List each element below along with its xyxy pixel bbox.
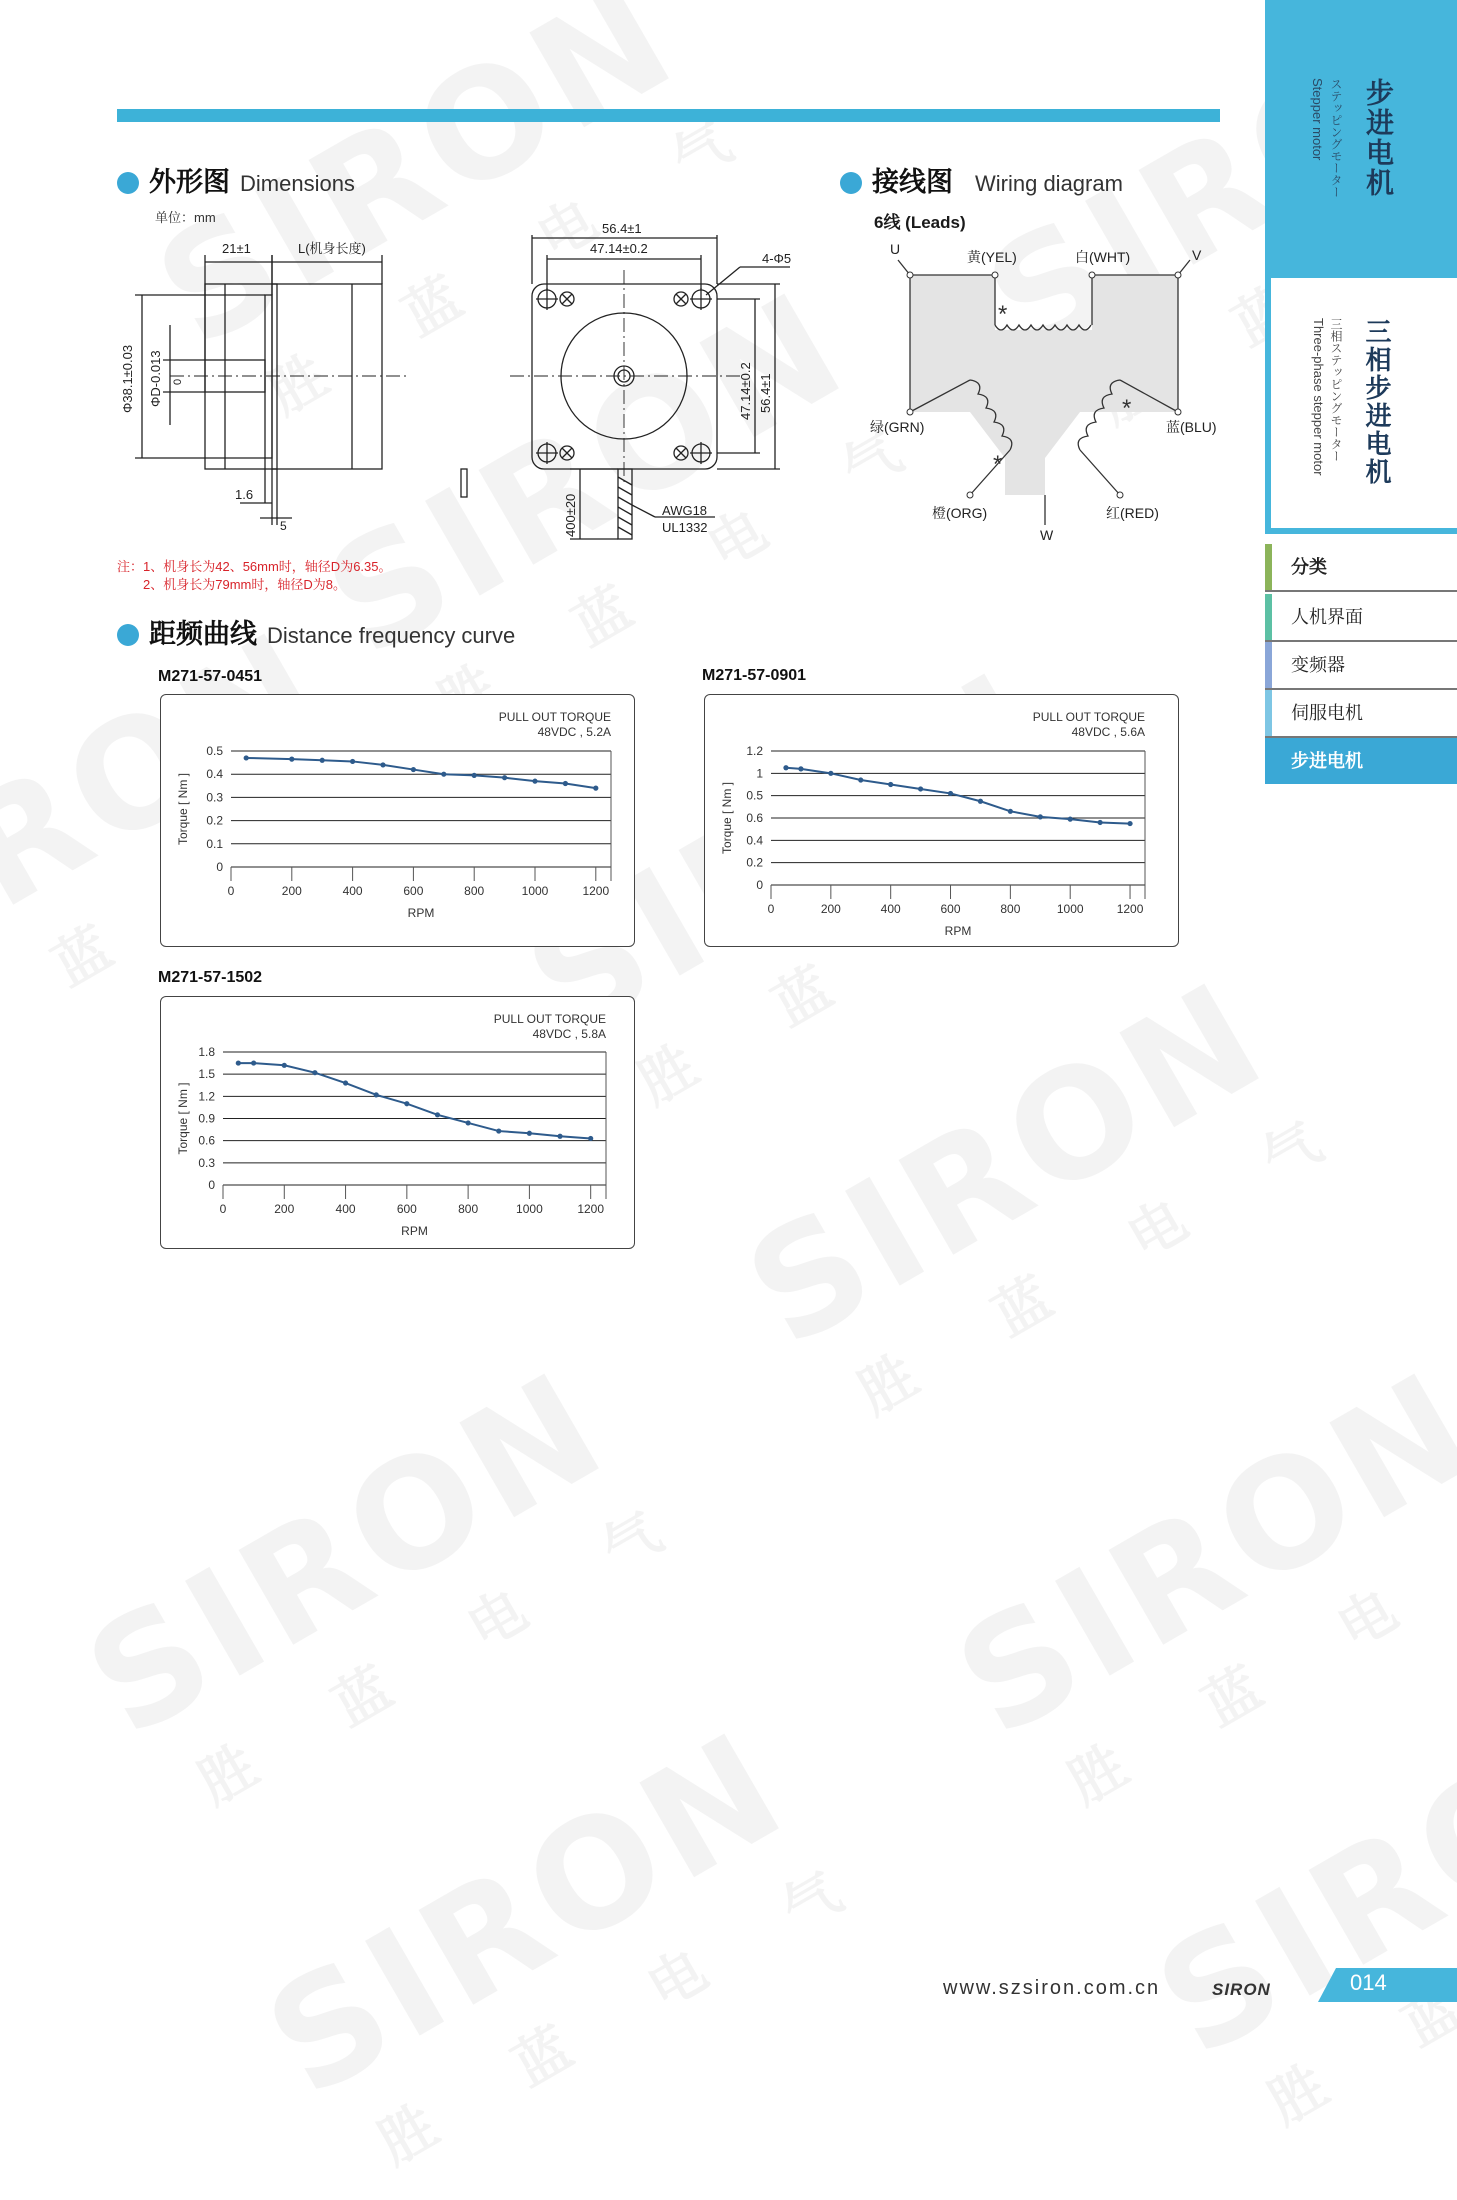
data-point <box>828 771 833 776</box>
curves-title-en: Distance frequency curve <box>267 623 516 648</box>
dim-shaft-length: 21±1 <box>222 241 251 256</box>
data-point <box>320 758 325 763</box>
svg-text:*: * <box>998 301 1008 328</box>
data-point <box>888 782 893 787</box>
dim-hole-pitch: 47.14±0.2 <box>590 241 648 256</box>
x-tick-label: 800 <box>458 1202 479 1216</box>
nav-item-hmi[interactable] <box>1265 594 1457 642</box>
wire-gauge: AWG18 <box>662 503 708 518</box>
y-axis-label: Torque [ Nm ] <box>176 772 190 846</box>
x-axis-label: RPM <box>407 906 435 920</box>
y-tick-label: 0.2 <box>206 813 223 828</box>
data-point <box>350 759 355 764</box>
top-accent-bar <box>117 109 1220 122</box>
x-tick-label: 400 <box>342 884 363 898</box>
dim-body-length: L(机身长度) <box>298 241 366 256</box>
x-axis-label: RPM <box>944 924 972 938</box>
nav-item-servo[interactable] <box>1265 690 1457 738</box>
dimensions-title-cn: 外形图 <box>149 167 230 198</box>
nav-item-label: 步进电机 <box>1291 751 1363 772</box>
torque-chart-0901 <box>705 695 1178 946</box>
y-axis-label: Torque [ Nm ] <box>720 781 734 855</box>
watermark <box>240 1679 889 2200</box>
x-tick-label: 600 <box>396 1202 417 1216</box>
chart-title: PULL OUT TORQUE <box>498 710 611 724</box>
x-tick-label: 1200 <box>1116 902 1144 916</box>
data-point <box>244 755 249 760</box>
y-tick-label: 1.8 <box>198 1045 215 1059</box>
footer-logo: SIRON <box>1212 1980 1271 1999</box>
data-point <box>374 1092 379 1097</box>
wire-type: UL1332 <box>662 520 708 535</box>
dim-holes: 4-Φ5 <box>762 251 792 266</box>
wire-orange: 橙(ORG) <box>932 505 988 521</box>
x-tick-label: 1200 <box>577 1202 605 1216</box>
torque-chart-1502 <box>161 997 634 1248</box>
nav-item-bar <box>1265 690 1272 736</box>
dim-outer-height: 56.4±1 <box>758 373 773 413</box>
footer-website[interactable]: www.szsiron.com.cn <box>943 1977 1161 1999</box>
data-point <box>978 799 983 804</box>
chart-model-2: M271-57-0901 <box>702 667 807 684</box>
watermark <box>1130 1639 1457 2160</box>
bullet-icon <box>840 172 862 194</box>
dim-boss: 5 <box>280 519 287 533</box>
sidebar-main-en: Stepper motor <box>1310 78 1325 161</box>
nav-item-inverter[interactable] <box>1265 642 1457 690</box>
unit-label: 单位：mm <box>155 210 216 225</box>
dim-shaft-tolerance: 0 <box>172 378 184 385</box>
y-tick-label: 1 <box>756 766 763 781</box>
data-point <box>948 791 953 796</box>
sidebar-main-panel <box>1265 0 1457 272</box>
x-tick-label: 0 <box>767 902 775 916</box>
x-tick-label: 400 <box>880 902 901 916</box>
dim-hole-pitch-vertical: 47.14±0.2 <box>738 362 753 420</box>
svg-text:*: * <box>1122 395 1132 422</box>
data-point <box>783 765 788 770</box>
wire-green: 绿(GRN) <box>870 419 925 435</box>
x-tick-label: 600 <box>940 902 961 916</box>
torque-curve <box>246 758 596 788</box>
data-point <box>593 786 598 791</box>
data-point <box>1008 809 1013 814</box>
wire-yellow: 黄(YEL) <box>967 249 1017 265</box>
sidebar-sub-panel <box>1265 272 1457 534</box>
y-tick-label: 0.3 <box>198 1155 215 1170</box>
svg-text:*: * <box>993 451 1003 478</box>
y-tick-label: 0.2 <box>746 855 763 870</box>
torque-chart-0451 <box>161 695 634 946</box>
chart-subtitle: 48VDC , 5.6A <box>1071 725 1145 739</box>
data-point <box>1038 814 1043 819</box>
wiring-title-cn: 接线图 <box>872 167 953 198</box>
sidebar-main-title: 步进电机 <box>1362 78 1395 198</box>
terminal-w: W <box>1040 527 1054 540</box>
curves-title-cn: 距频曲线 <box>149 619 257 650</box>
y-tick-label: 1.5 <box>198 1067 215 1082</box>
y-tick-label: 0.5 <box>206 744 223 758</box>
data-point <box>563 781 568 786</box>
chart-subtitle: 48VDC , 5.8A <box>532 1027 606 1041</box>
nav-item-bar <box>1265 544 1272 590</box>
wire-red: 红(RED) <box>1106 505 1159 521</box>
y-tick-label: 0.3 <box>206 790 223 805</box>
y-tick-label: 0.1 <box>206 836 223 851</box>
wiring-title-en: Wiring diagram <box>975 171 1123 196</box>
y-tick-label: 0.4 <box>206 767 223 782</box>
x-tick-label: 200 <box>820 902 841 916</box>
dimensions-title-en: Dimensions <box>240 171 355 196</box>
x-tick-label: 600 <box>403 884 424 898</box>
dim-outer-width: 56.4±1 <box>602 221 642 236</box>
chart-panel-3 <box>160 996 635 1249</box>
data-point <box>527 1131 532 1136</box>
dim-flange-thickness: 1.6 <box>235 487 254 502</box>
chart-panel-1 <box>160 694 635 947</box>
data-point <box>236 1060 241 1065</box>
watermark <box>60 1319 709 1840</box>
data-point <box>441 772 446 777</box>
x-tick-label: 1000 <box>1056 902 1084 916</box>
sidebar-sub-en: Three-phase stepper motor <box>1311 318 1326 476</box>
data-point <box>1098 820 1103 825</box>
curves-heading <box>117 612 515 651</box>
chart-title: PULL OUT TORQUE <box>493 1012 606 1026</box>
data-point <box>496 1128 501 1133</box>
y-tick-label: 0 <box>216 860 223 874</box>
data-point <box>557 1134 562 1139</box>
nav-item-stepper[interactable] <box>1265 738 1457 784</box>
y-tick-label: 0.6 <box>198 1133 215 1148</box>
nav-item-category[interactable] <box>1265 544 1457 592</box>
data-point <box>918 786 923 791</box>
y-tick-label: 0.6 <box>746 811 763 825</box>
x-tick-label: 1000 <box>521 884 549 898</box>
data-point <box>411 767 416 772</box>
data-point <box>343 1080 348 1085</box>
y-tick-label: 0 <box>756 878 763 892</box>
chart-model-1: M271-57-0451 <box>158 668 263 685</box>
x-tick-label: 0 <box>227 884 235 898</box>
y-tick-label: 0.5 <box>746 788 763 803</box>
watermark <box>720 929 1369 1450</box>
nav-item-bar <box>1265 642 1272 688</box>
wiring-leads: 6线 (Leads) <box>874 213 966 232</box>
y-tick-label: 1.2 <box>198 1089 215 1104</box>
dim-flange-diameter: Φ38.1±0.03 <box>120 344 135 413</box>
data-point <box>532 779 537 784</box>
bullet-icon <box>117 172 139 194</box>
data-point <box>289 757 294 762</box>
note-2: 2、机身长为79mm时，轴径D为8。 <box>143 577 346 592</box>
chart-model-3: M271-57-1502 <box>158 969 263 986</box>
data-point <box>858 777 863 782</box>
dim-shaft-diameter: ΦD-0.013 <box>148 350 163 407</box>
data-point <box>1127 821 1132 826</box>
y-tick-label: 0 <box>208 1178 215 1192</box>
x-tick-label: 200 <box>281 884 302 898</box>
data-point <box>798 766 803 771</box>
data-point <box>588 1136 593 1141</box>
page-number-tab <box>1318 1968 1457 2002</box>
wire-blue: 蓝(BLU) <box>1166 419 1217 435</box>
wiring-heading <box>840 160 1123 199</box>
sidebar-main-jp: ステッピングモーター <box>1329 78 1343 198</box>
data-point <box>466 1120 471 1125</box>
x-tick-label: 800 <box>464 884 485 898</box>
x-tick-label: 1000 <box>516 1202 543 1216</box>
nav-item-label: 伺服电机 <box>1291 703 1363 724</box>
bullet-icon <box>117 624 139 646</box>
chart-panel-2 <box>704 694 1179 947</box>
y-tick-label: 0.9 <box>198 1111 215 1126</box>
data-point <box>380 762 385 767</box>
x-tick-label: 800 <box>1000 902 1021 916</box>
data-point <box>312 1070 317 1075</box>
x-tick-label: 400 <box>335 1202 356 1216</box>
data-point <box>1068 817 1073 822</box>
dimension-drawing <box>110 215 820 545</box>
x-axis-label: RPM <box>401 1224 428 1238</box>
watermark <box>930 1319 1457 1840</box>
data-point <box>472 773 477 778</box>
y-tick-label: 1.2 <box>746 744 763 758</box>
data-point <box>435 1112 440 1117</box>
sidebar-sub-top-line <box>1271 272 1457 278</box>
dim-lead-length: 400±20 <box>563 493 578 537</box>
nav-item-label: 分类 <box>1291 557 1327 578</box>
wiring-diagram <box>870 240 1230 540</box>
terminal-v: V <box>1192 247 1202 263</box>
x-tick-label: 1200 <box>582 884 610 898</box>
data-point <box>502 775 507 780</box>
y-tick-label: 0.4 <box>746 833 763 848</box>
chart-title: PULL OUT TORQUE <box>1032 710 1145 724</box>
y-axis-label: Torque [ Nm ] <box>176 1082 190 1155</box>
wire-white: 白(WHT) <box>1075 249 1131 265</box>
nav-item-bar <box>1265 594 1272 640</box>
page-number: 014 <box>1350 1970 1387 1995</box>
nav-item-label: 变频器 <box>1291 655 1345 676</box>
chart-subtitle: 48VDC , 5.2A <box>537 725 611 739</box>
sidebar-sub-jp: 三相ステッピングモーター <box>1329 318 1343 462</box>
x-tick-label: 0 <box>219 1202 227 1216</box>
sidebar-sub-title: 三相步进电机 <box>1361 318 1391 486</box>
data-point <box>282 1063 287 1068</box>
data-point <box>404 1101 409 1106</box>
nav-item-label: 人机界面 <box>1291 607 1363 628</box>
terminal-u: U <box>890 241 901 257</box>
dimensions-heading <box>117 160 355 199</box>
x-tick-label: 200 <box>274 1202 295 1216</box>
note-1: 注：1、机身长为42、56mm时，轴径D为6.35。 <box>117 559 392 574</box>
data-point <box>251 1060 256 1065</box>
